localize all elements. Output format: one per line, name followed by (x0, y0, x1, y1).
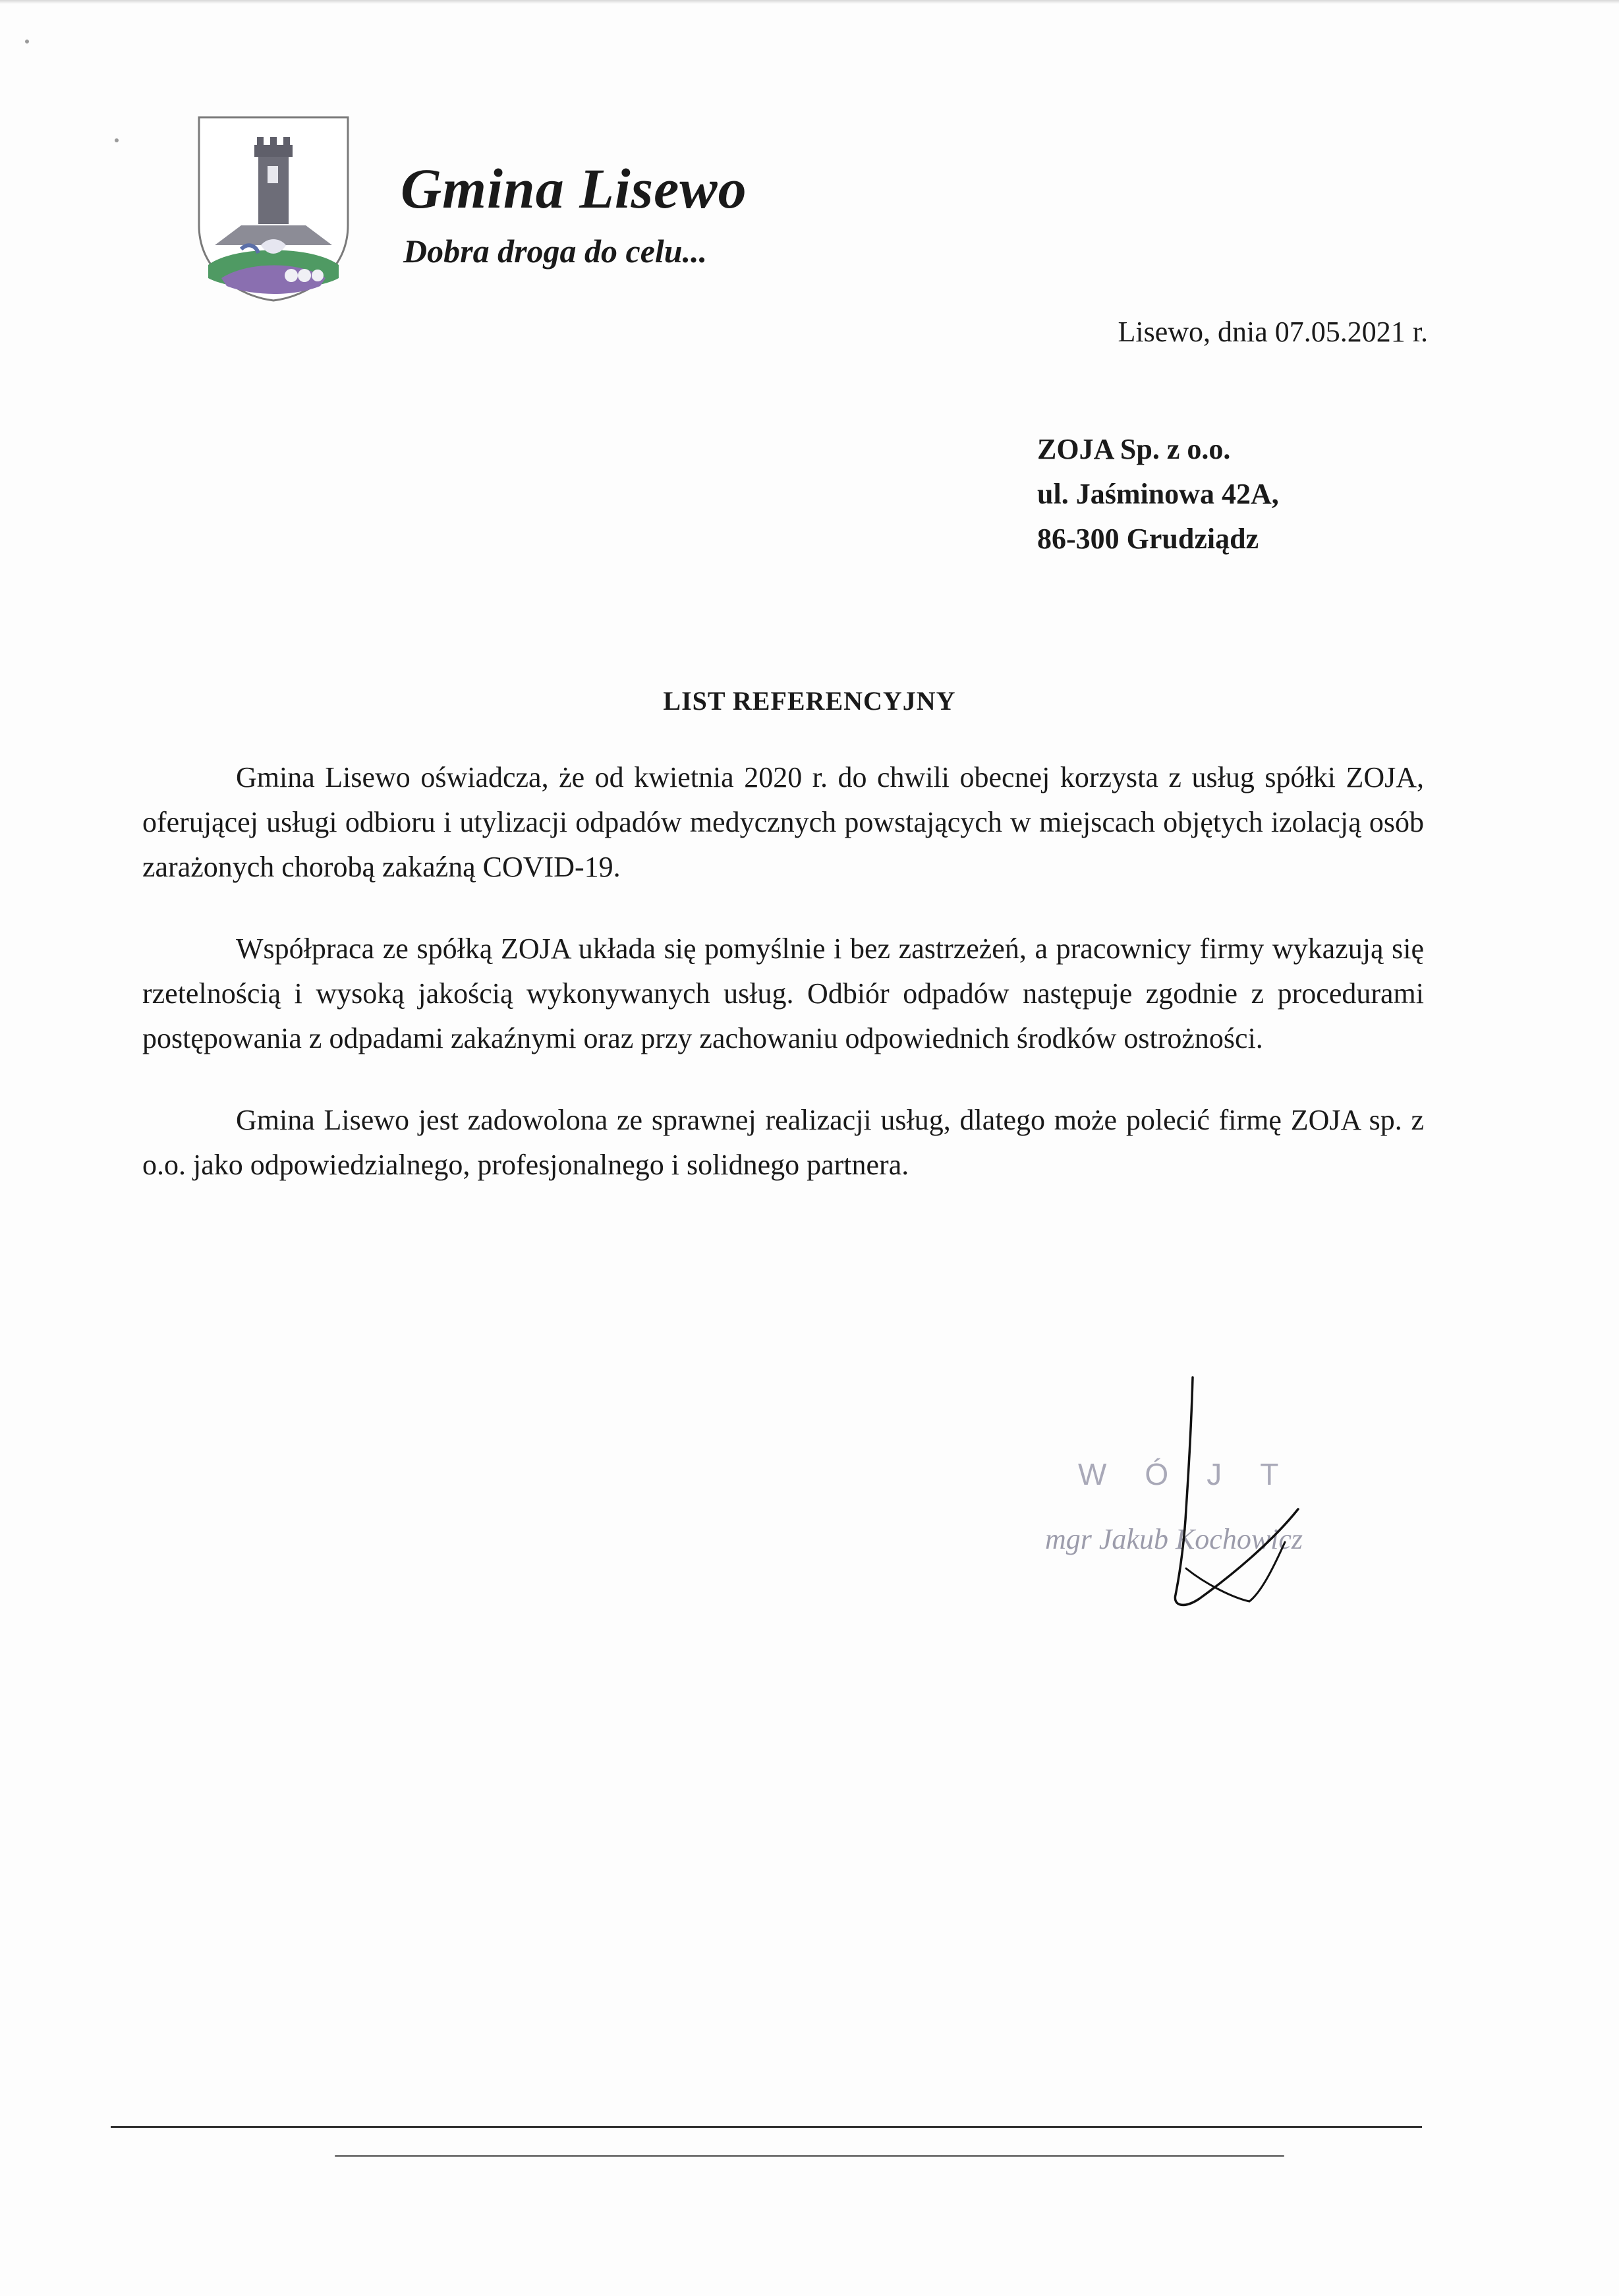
body-paragraph: Współpraca ze spółką ZOJA układa się pomyślnie i bez zastrzeżeń, a pracownicy firmy wykazują się rzetelnością i wysoką jakością wykonywanych usług. Odbiór odpadów następuje zgodnie z procedurami postępowania z odpadami zakaźnymi oraz przy zachowaniu odpowiednich środków ostrożności. (142, 933, 1424, 1054)
footer-divider (111, 2126, 1422, 2128)
letter-body (142, 755, 1424, 1224)
letter-date: Lisewo, dnia 07.05.2021 r. (1118, 316, 1428, 348)
footer-cut-off-text (0, 2138, 1619, 2168)
scan-edge (0, 0, 1619, 4)
letterhead-name: Gmina Lisewo (401, 157, 747, 220)
stamp-title: WÓJT (1078, 1457, 1317, 1491)
recipient-city: 86-300 Grudziądz (1037, 523, 1259, 555)
recipient-street: ul. Jaśminowa 42A, (1037, 478, 1279, 510)
handwritten-signature (1120, 1371, 1331, 1615)
recipient-address (1037, 427, 1279, 561)
letter-title: LIST REFERENCYJNY (663, 686, 956, 716)
stamp-name: mgr Jakub Kochowicz (1045, 1523, 1303, 1555)
letterhead-tagline: Dobra droga do celu... (403, 233, 708, 270)
scan-speck (115, 138, 119, 142)
body-paragraph: Gmina Lisewo oświadcza, że od kwietnia 2020 r. do chwili obecnej korzysta z usług spółki ZOJA, oferującej usługi odbioru i utylizacji odpadów medycznych powstających w miejscach objętych izolacją osób zarażonych chorobą zakaźną COVID-19. (142, 761, 1424, 883)
gmina-lisewo-coat-of-arms-icon (195, 113, 352, 303)
body-paragraph: Gmina Lisewo jest zadowolona ze sprawnej realizacji usług, dlatego może polecić firmę ZOJA sp. z o.o. jako odpowiedzialnego, profesjonalnego i solidnego partnera. (142, 1104, 1424, 1181)
footer-cropped-line: ———————————————————————————————————— (335, 2138, 1284, 2168)
scan-speck (25, 40, 29, 43)
recipient-company: ZOJA Sp. z o.o. (1037, 433, 1231, 465)
